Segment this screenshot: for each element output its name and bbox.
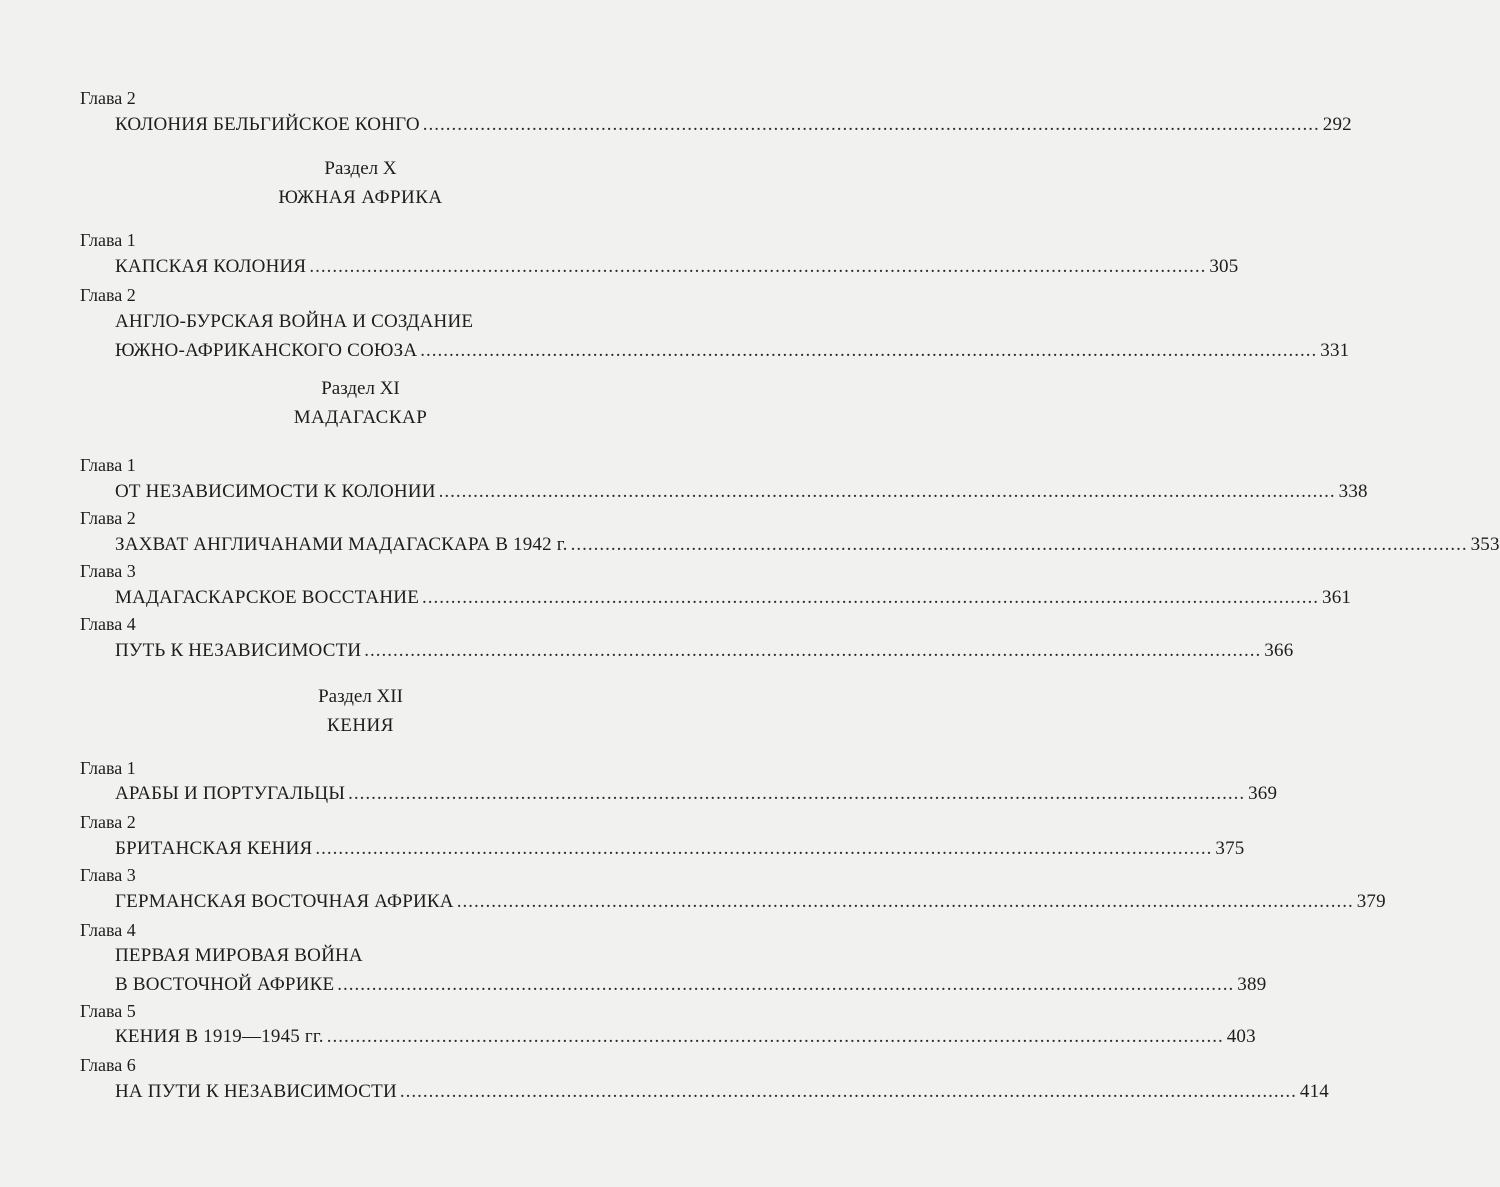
chapter-label: Глава 5 <box>80 1001 136 1021</box>
section-title: КЕНИЯ <box>327 715 394 736</box>
leader-dots: ............................................................................................................................................................ <box>422 114 1320 135</box>
page-number: 331 <box>1320 340 1350 361</box>
section-label: Раздел XII <box>318 686 403 707</box>
section-title: МАДАГАСКАР <box>293 407 428 428</box>
toc-entry <box>115 114 1352 136</box>
page-number: 389 <box>1237 974 1267 995</box>
chapter-label: Глава 3 <box>80 561 136 581</box>
page-number: 361 <box>1322 587 1352 608</box>
leader-dots: ............................................................................................................................................................ <box>420 340 1318 361</box>
chapter-label: Глава 4 <box>80 920 136 940</box>
toc-entry <box>115 256 1239 278</box>
page-number: 305 <box>1209 256 1239 277</box>
leader-dots: ............................................................................................................................................................ <box>315 838 1213 859</box>
page-number: 366 <box>1264 640 1294 661</box>
page-number: 369 <box>1248 783 1278 804</box>
entry-title: ОТ НЕЗАВИСИМОСТИ К КОЛОНИИ <box>115 481 436 502</box>
entry-title: ЗАХВАТ АНГЛИЧАНАМИ МАДАГАСКАРА В 1942 г. <box>115 534 568 555</box>
chapter-label: Глава 3 <box>80 865 136 885</box>
toc-entry-row <box>115 1081 1330 1103</box>
leader-dots: ............................................................................................................................................................ <box>570 534 1468 555</box>
entry-title: В ВОСТОЧНОЙ АФРИКЕ <box>115 974 335 995</box>
chapter-label: Глава 2 <box>80 812 136 832</box>
page-number: 379 <box>1356 891 1386 912</box>
entry-title: КОЛОНИЯ БЕЛЬГИЙСКОЕ КОНГО <box>115 114 420 135</box>
toc-entry-row <box>115 640 1294 662</box>
toc-entry <box>115 534 1500 556</box>
entry-title: АРАБЫ И ПОРТУГАЛЬЦЫ <box>115 783 346 804</box>
entry-title-line: АНГЛО-БУРСКАЯ ВОЙНА И СОЗДАНИЕ <box>115 311 474 332</box>
toc-entry-row <box>115 534 1500 556</box>
toc-entry <box>115 640 1294 662</box>
toc-entry-row <box>115 587 1352 609</box>
toc-entry-row <box>115 256 1239 278</box>
toc-entry-row <box>115 340 1350 362</box>
chapter-label: Глава 2 <box>80 508 136 528</box>
leader-dots: ............................................................................................................................................................ <box>422 587 1320 608</box>
page-number: 353 <box>1470 534 1500 555</box>
toc-entry-row <box>115 838 1245 860</box>
page-number: 292 <box>1322 114 1352 135</box>
toc-entry-row <box>115 783 1278 805</box>
chapter-label: Глава 2 <box>80 88 136 108</box>
page-number: 414 <box>1299 1081 1330 1102</box>
toc-entry-row <box>115 1026 1256 1048</box>
entry-title: МАДАГАСКАРСКОЕ ВОССТАНИЕ <box>115 587 420 608</box>
page-number: 338 <box>1338 481 1368 502</box>
toc-entry <box>115 1081 1330 1103</box>
chapter-label: Глава 1 <box>80 455 136 475</box>
entry-title: БРИТАНСКАЯ КЕНИЯ <box>115 838 313 859</box>
toc-entry-row <box>115 974 1267 996</box>
entry-title: ЮЖНО-АФРИКАНСКОГО СОЮЗА <box>115 340 418 361</box>
entry-title: ПУТЬ К НЕЗАВИСИМОСТИ <box>115 640 362 661</box>
entry-title: КАПСКАЯ КОЛОНИЯ <box>115 256 307 277</box>
toc-entry <box>115 311 1350 362</box>
section-label: Раздел X <box>324 158 397 179</box>
chapter-label: Глава 1 <box>80 758 136 778</box>
leader-dots: ............................................................................................................................................................ <box>438 481 1336 502</box>
section-label: Раздел XI <box>321 378 400 399</box>
toc-entry <box>115 783 1278 805</box>
toc-entry <box>115 481 1368 503</box>
entry-title: НА ПУТИ К НЕЗАВИСИМОСТИ <box>115 1081 397 1102</box>
leader-dots: ............................................................................................................................................................ <box>364 640 1262 661</box>
entry-title-line: ПЕРВАЯ МИРОВАЯ ВОЙНА <box>115 945 363 966</box>
toc-entry-row <box>115 114 1352 136</box>
toc-entry <box>115 891 1386 913</box>
leader-dots: ............................................................................................................................................................ <box>326 1026 1224 1047</box>
leader-dots: ............................................................................................................................................................ <box>309 256 1207 277</box>
chapter-label: Глава 6 <box>80 1055 136 1075</box>
chapter-label: Глава 2 <box>80 285 136 305</box>
chapter-label: Глава 1 <box>80 230 136 250</box>
toc-entry <box>115 838 1245 860</box>
leader-dots: ............................................................................................................................................................ <box>399 1081 1297 1102</box>
toc-entry <box>115 945 1267 996</box>
chapter-label: Глава 4 <box>80 614 136 634</box>
leader-dots: ............................................................................................................................................................ <box>456 891 1354 912</box>
entry-title: ГЕРМАНСКАЯ ВОСТОЧНАЯ АФРИКА <box>115 891 454 912</box>
entry-title: КЕНИЯ В 1919—1945 гг. <box>115 1026 324 1047</box>
section-title: ЮЖНАЯ АФРИКА <box>278 187 443 208</box>
page-number: 375 <box>1215 838 1245 859</box>
page-number: 403 <box>1226 1026 1256 1047</box>
toc-entry-row <box>115 891 1386 913</box>
toc-entry <box>115 587 1352 609</box>
toc-entry-row <box>115 481 1368 503</box>
leader-dots: ............................................................................................................................................................ <box>348 783 1246 804</box>
toc-entry <box>115 1026 1256 1048</box>
leader-dots: ............................................................................................................................................................ <box>337 974 1235 995</box>
